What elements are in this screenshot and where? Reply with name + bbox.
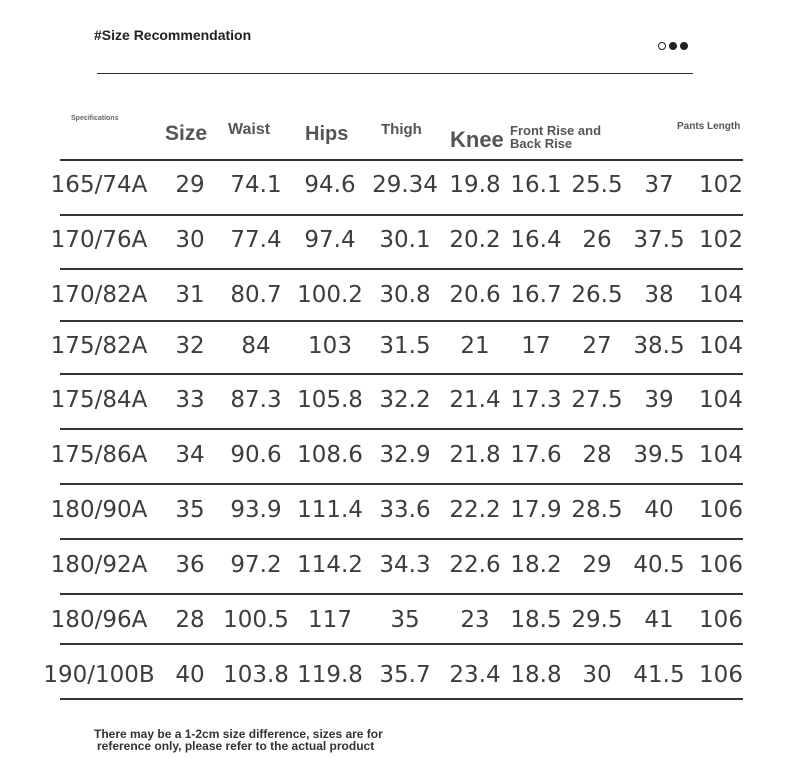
header-rise-line2: Back Rise — [510, 136, 573, 151]
cell-size: 32 — [175, 333, 205, 359]
cell-pants-length: 104 — [699, 442, 743, 468]
cell-knee: 19.8 — [449, 172, 501, 198]
table-row — [0, 278, 790, 312]
cell-pants-length: 104 — [699, 282, 743, 308]
cell-front-rise: 16.1 — [510, 172, 562, 198]
header-rise-line1: Front Rise and — [510, 123, 602, 138]
disclaimer-line1: There may be a 1-2cm size difference, sizes are for — [94, 727, 383, 741]
cell-hips: 97.4 — [304, 227, 356, 253]
cell-size: 35 — [175, 497, 205, 523]
cell-pants-length: 106 — [699, 607, 743, 633]
cell-knee: 21.8 — [449, 442, 501, 468]
pager-dot[interactable] — [658, 42, 666, 50]
cell-col9: 41.5 — [633, 662, 685, 688]
row-divider — [60, 643, 743, 645]
cell-size: 29 — [175, 172, 205, 198]
cell-spec: 180/96A — [50, 607, 148, 633]
header-hips: Hips — [305, 123, 349, 145]
cell-waist: 80.7 — [230, 282, 282, 308]
cell-col9: 37 — [644, 172, 674, 198]
cell-back-rise: 26 — [582, 227, 612, 253]
cell-front-rise: 17.9 — [510, 497, 562, 523]
cell-hips: 111.4 — [297, 497, 363, 523]
table-row — [0, 548, 790, 582]
cell-back-rise: 27 — [582, 333, 612, 359]
pager-dots[interactable] — [658, 42, 688, 50]
cell-back-rise: 30 — [582, 662, 612, 688]
cell-waist: 84 — [241, 333, 271, 359]
page-title: #Size Recommendation — [94, 27, 252, 43]
cell-back-rise: 26.5 — [571, 282, 623, 308]
cell-pants-length: 102 — [699, 227, 743, 253]
cell-size: 30 — [175, 227, 205, 253]
cell-front-rise: 16.4 — [510, 227, 562, 253]
cell-col9: 40.5 — [633, 552, 685, 578]
cell-waist: 103.8 — [223, 662, 289, 688]
cell-hips: 119.8 — [297, 662, 363, 688]
cell-waist: 74.1 — [230, 172, 282, 198]
cell-spec: 165/74A — [50, 172, 148, 198]
cell-waist: 97.2 — [230, 552, 282, 578]
cell-col9: 39.5 — [633, 442, 685, 468]
cell-size: 28 — [175, 607, 205, 633]
cell-knee: 23 — [460, 607, 490, 633]
cell-spec: 175/86A — [50, 442, 148, 468]
cell-front-rise: 16.7 — [510, 282, 562, 308]
cell-front-rise: 18.2 — [510, 552, 562, 578]
cell-thigh: 33.6 — [379, 497, 431, 523]
row-divider — [60, 214, 743, 216]
cell-hips: 103 — [308, 333, 352, 359]
cell-front-rise: 18.8 — [510, 662, 562, 688]
cell-hips: 94.6 — [304, 172, 356, 198]
cell-waist: 100.5 — [223, 607, 289, 633]
cell-spec: 190/100B — [43, 662, 155, 688]
cell-size: 33 — [175, 387, 205, 413]
row-divider — [60, 428, 743, 430]
cell-col9: 40 — [644, 497, 674, 523]
cell-back-rise: 29.5 — [571, 607, 623, 633]
header-knee: Knee — [450, 127, 504, 152]
cell-col9: 41 — [644, 607, 674, 633]
table-row — [0, 603, 790, 637]
cell-knee: 23.4 — [449, 662, 501, 688]
cell-spec: 180/92A — [50, 552, 148, 578]
row-divider — [60, 698, 743, 700]
cell-hips: 114.2 — [297, 552, 363, 578]
cell-back-rise: 27.5 — [571, 387, 623, 413]
cell-hips: 100.2 — [297, 282, 363, 308]
cell-size: 36 — [175, 552, 205, 578]
cell-front-rise: 17.6 — [510, 442, 562, 468]
cell-knee: 20.6 — [449, 282, 501, 308]
cell-spec: 175/82A — [50, 333, 148, 359]
cell-back-rise: 28.5 — [571, 497, 623, 523]
table-row — [0, 493, 790, 527]
cell-col9: 39 — [644, 387, 674, 413]
cell-knee: 21.4 — [449, 387, 501, 413]
cell-thigh: 29.34 — [372, 172, 438, 198]
cell-thigh: 32.2 — [379, 387, 431, 413]
cell-knee: 21 — [460, 333, 490, 359]
table-row — [0, 223, 790, 257]
pager-dot[interactable] — [669, 42, 677, 50]
cell-col9: 37.5 — [633, 227, 685, 253]
cell-pants-length: 106 — [699, 552, 743, 578]
cell-pants-length: 106 — [699, 497, 743, 523]
table-row — [0, 329, 790, 363]
cell-thigh: 35.7 — [379, 662, 431, 688]
cell-thigh: 30.1 — [379, 227, 431, 253]
cell-hips: 108.6 — [297, 442, 363, 468]
cell-back-rise: 28 — [582, 442, 612, 468]
row-divider — [60, 373, 743, 375]
row-divider — [60, 159, 743, 161]
cell-pants-length: 104 — [699, 387, 743, 413]
cell-spec: 180/90A — [50, 497, 148, 523]
cell-spec: 175/84A — [50, 387, 148, 413]
cell-hips: 105.8 — [297, 387, 363, 413]
cell-front-rise: 18.5 — [510, 607, 562, 633]
header-specifications: Specifications — [71, 115, 119, 122]
table-row — [0, 168, 790, 202]
row-divider — [60, 593, 743, 595]
row-divider — [60, 320, 743, 322]
size-disclaimer — [94, 728, 383, 752]
pager-dot[interactable] — [680, 42, 688, 50]
cell-knee: 22.2 — [449, 497, 501, 523]
title-divider — [97, 73, 693, 74]
cell-thigh: 31.5 — [379, 333, 431, 359]
cell-pants-length: 106 — [699, 662, 743, 688]
cell-thigh: 35 — [390, 607, 420, 633]
table-row — [0, 383, 790, 417]
cell-waist: 93.9 — [230, 497, 282, 523]
cell-waist: 90.6 — [230, 442, 282, 468]
cell-spec: 170/76A — [50, 227, 148, 253]
row-divider — [60, 538, 743, 540]
cell-front-rise: 17.3 — [510, 387, 562, 413]
row-divider — [60, 268, 743, 270]
cell-thigh: 34.3 — [379, 552, 431, 578]
cell-pants-length: 102 — [699, 172, 743, 198]
cell-back-rise: 25.5 — [571, 172, 623, 198]
cell-thigh: 30.8 — [379, 282, 431, 308]
cell-knee: 22.6 — [449, 552, 501, 578]
cell-front-rise: 17 — [521, 333, 551, 359]
cell-size: 31 — [175, 282, 205, 308]
cell-col9: 38 — [644, 282, 674, 308]
cell-size: 40 — [175, 662, 205, 688]
table-row — [0, 438, 790, 472]
cell-size: 34 — [175, 442, 205, 468]
cell-waist: 77.4 — [230, 227, 282, 253]
row-divider — [60, 483, 743, 485]
disclaimer-line2: reference only, please refer to the actual product — [97, 739, 375, 753]
cell-thigh: 32.9 — [379, 442, 431, 468]
header-size: Size — [165, 122, 208, 145]
cell-spec: 170/82A — [50, 282, 148, 308]
header-front-back-rise — [510, 124, 630, 150]
cell-hips: 117 — [308, 607, 352, 633]
cell-knee: 20.2 — [449, 227, 501, 253]
table-row — [0, 658, 790, 692]
header-thigh: Thigh — [381, 121, 422, 138]
cell-back-rise: 29 — [582, 552, 612, 578]
header-pants-length: Pants Length — [677, 121, 741, 132]
cell-waist: 87.3 — [230, 387, 282, 413]
cell-pants-length: 104 — [699, 333, 743, 359]
cell-col9: 38.5 — [633, 333, 685, 359]
header-waist: Waist — [228, 121, 271, 138]
